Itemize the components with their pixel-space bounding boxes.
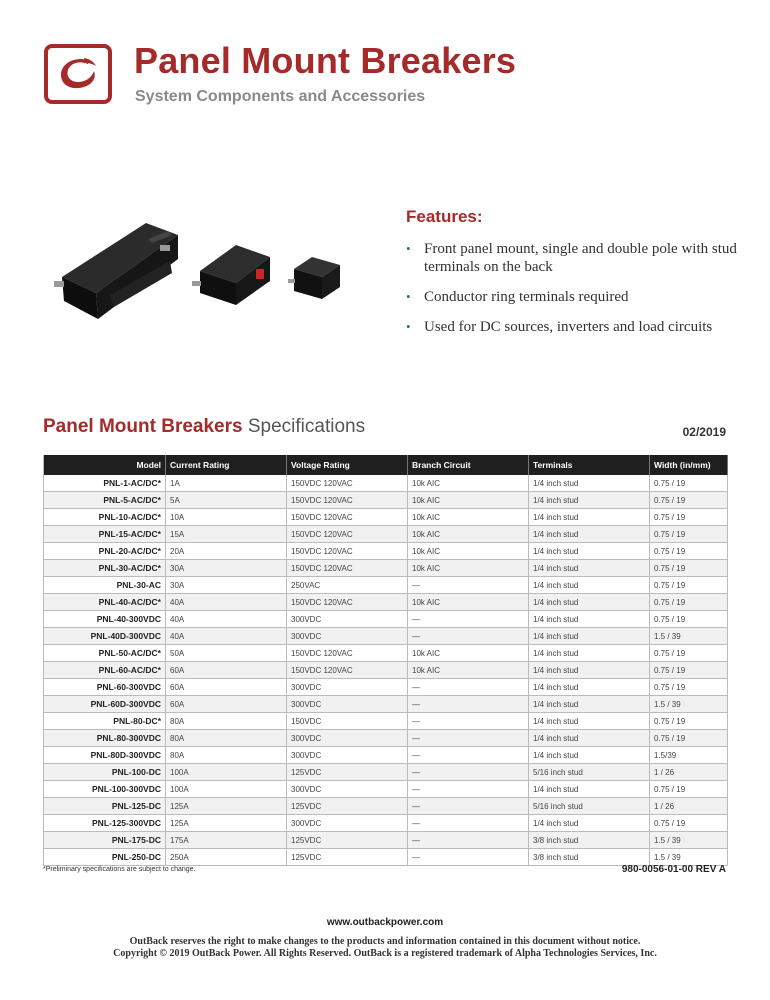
table-cell: 10A (166, 509, 287, 526)
table-row (44, 849, 728, 866)
table-cell: 0.75 / 19 (650, 594, 728, 611)
table-cell: — (408, 815, 529, 832)
table-cell: 1/4 inch stud (529, 645, 650, 662)
table-row (44, 543, 728, 560)
table-cell: PNL-50-AC/DC* (44, 645, 166, 662)
table-cell: 100A (166, 781, 287, 798)
table-cell: 1/4 inch stud (529, 781, 650, 798)
table-cell: 80A (166, 747, 287, 764)
feature-item: • Front panel mount, single and double pole with stud terminals on the back (406, 241, 737, 275)
table-cell: 300VDC (287, 747, 408, 764)
table-cell: PNL-60-300VDC (44, 679, 166, 696)
table-cell: — (408, 611, 529, 628)
table-cell: PNL-125-DC (44, 798, 166, 815)
table-cell: 1/4 inch stud (529, 577, 650, 594)
table-cell: 1.5 / 39 (650, 832, 728, 849)
table-cell: PNL-80-300VDC (44, 730, 166, 747)
table-cell: 80A (166, 713, 287, 730)
table-cell: PNL-100-DC (44, 764, 166, 781)
table-cell: 10k AIC (408, 543, 529, 560)
table-cell: 300VDC (287, 730, 408, 747)
table-cell: 0.75 / 19 (650, 679, 728, 696)
table-cell: 125VDC (287, 832, 408, 849)
table-cell: 1 / 26 (650, 798, 728, 815)
table-cell: 1.5 / 39 (650, 696, 728, 713)
table-cell: PNL-20-AC/DC* (44, 543, 166, 560)
table-row (44, 526, 728, 543)
table-cell: — (408, 713, 529, 730)
bullet-icon: • (406, 289, 411, 304)
table-row (44, 509, 728, 526)
table-cell: PNL-80-DC* (44, 713, 166, 730)
double-pole-breaker-image (54, 223, 178, 319)
table-cell: — (408, 747, 529, 764)
table-cell: — (408, 832, 529, 849)
table-cell: 0.75 / 19 (650, 560, 728, 577)
table-row (44, 611, 728, 628)
table-cell: PNL-30-AC (44, 577, 166, 594)
feature-item: • Used for DC sources, inverters and load circuits (406, 319, 713, 335)
table-cell: 1/4 inch stud (529, 815, 650, 832)
features-heading: Features: (406, 207, 483, 226)
table-cell: 125VDC (287, 798, 408, 815)
table-cell: 1/4 inch stud (529, 730, 650, 747)
table-cell: 10k AIC (408, 560, 529, 577)
col-header-current: Current Rating (166, 455, 287, 475)
table-cell: 125A (166, 815, 287, 832)
table-cell: 3/8 inch stud (529, 849, 650, 866)
table-cell: 5/16 inch stud (529, 798, 650, 815)
table-cell: 1/4 inch stud (529, 594, 650, 611)
small-breaker-image (288, 257, 340, 299)
table-cell: 0.75 / 19 (650, 475, 728, 492)
page-title: Panel Mount Breakers (134, 40, 517, 81)
table-cell: 20A (166, 543, 287, 560)
col-header-terminals: Terminals (529, 455, 650, 475)
table-cell: 1.5 / 39 (650, 849, 728, 866)
col-header-width: Width (in/mm) (650, 455, 728, 475)
table-cell: 150VDC 120VAC (287, 526, 408, 543)
table-cell: 0.75 / 19 (650, 730, 728, 747)
table-cell: 250VAC (287, 577, 408, 594)
table-cell: 10k AIC (408, 475, 529, 492)
table-cell: 50A (166, 645, 287, 662)
table-cell: 1/4 inch stud (529, 628, 650, 645)
table-cell: 150VDC (287, 713, 408, 730)
table-cell: PNL-60-AC/DC* (44, 662, 166, 679)
table-cell: 0.75 / 19 (650, 526, 728, 543)
table-cell: 40A (166, 594, 287, 611)
table-cell: PNL-40-300VDC (44, 611, 166, 628)
col-header-model: Model (44, 455, 166, 475)
table-cell: 10k AIC (408, 645, 529, 662)
table-row (44, 560, 728, 577)
table-cell: — (408, 628, 529, 645)
table-cell: 1A (166, 475, 287, 492)
table-cell: 30A (166, 560, 287, 577)
table-cell: 1/4 inch stud (529, 611, 650, 628)
table-cell: 10k AIC (408, 492, 529, 509)
table-row (44, 781, 728, 798)
outback-logo-icon (44, 44, 112, 104)
page-subtitle: System Components and Accessories (135, 88, 426, 105)
table-cell: 1/4 inch stud (529, 475, 650, 492)
table-cell: 150VDC 120VAC (287, 509, 408, 526)
col-header-voltage: Voltage Rating (287, 455, 408, 475)
table-cell: 0.75 / 19 (650, 492, 728, 509)
table-cell: 0.75 / 19 (650, 713, 728, 730)
legal-line-1: OutBack reserves the right to make changes to the products and information contained in this document without notice. (129, 936, 641, 947)
table-cell: 10k AIC (408, 662, 529, 679)
table-row (44, 764, 728, 781)
table-cell: 150VDC 120VAC (287, 594, 408, 611)
table-row (44, 475, 728, 492)
table-cell: 1/4 inch stud (529, 696, 650, 713)
table-cell: PNL-1-AC/DC* (44, 475, 166, 492)
table-row (44, 747, 728, 764)
table-cell: 300VDC (287, 696, 408, 713)
table-cell: 15A (166, 526, 287, 543)
table-cell: 1/4 inch stud (529, 679, 650, 696)
table-cell: 0.75 / 19 (650, 543, 728, 560)
table-row (44, 798, 728, 815)
table-cell: 5A (166, 492, 287, 509)
table-cell: 125A (166, 798, 287, 815)
table-cell: — (408, 679, 529, 696)
document-number: 980-0056-01-00 REV A (621, 864, 726, 875)
table-cell: PNL-175-DC (44, 832, 166, 849)
legal-line-2: Copyright © 2019 OutBack Power. All Rights Reserved. OutBack is a registered trademark of Alpha Technologies Services, Inc. (113, 948, 657, 959)
table-cell: PNL-80D-300VDC (44, 747, 166, 764)
table-cell: PNL-125-300VDC (44, 815, 166, 832)
table-cell: PNL-60D-300VDC (44, 696, 166, 713)
table-cell: 0.75 / 19 (650, 662, 728, 679)
table-cell: 1/4 inch stud (529, 560, 650, 577)
table-cell: 1/4 inch stud (529, 662, 650, 679)
table-cell: PNL-100-300VDC (44, 781, 166, 798)
table-row (44, 832, 728, 849)
table-cell: 150VDC 120VAC (287, 645, 408, 662)
feature-item: • Conductor ring terminals required (406, 289, 629, 305)
table-row (44, 645, 728, 662)
table-cell: 10k AIC (408, 594, 529, 611)
table-cell: 175A (166, 832, 287, 849)
table-cell: 300VDC (287, 781, 408, 798)
table-cell: 1/4 inch stud (529, 713, 650, 730)
table-cell: 40A (166, 628, 287, 645)
table-cell: 40A (166, 611, 287, 628)
table-cell: 150VDC 120VAC (287, 662, 408, 679)
table-row (44, 730, 728, 747)
table-cell: 80A (166, 730, 287, 747)
table-cell: 125VDC (287, 849, 408, 866)
features-list (406, 240, 746, 348)
footer-legal (0, 936, 770, 960)
table-cell: 1/4 inch stud (529, 526, 650, 543)
table-row (44, 679, 728, 696)
table-row (44, 713, 728, 730)
table-cell: 3/8 inch stud (529, 832, 650, 849)
bullet-icon: • (406, 241, 411, 256)
spec-table-body (44, 475, 728, 866)
footnote: *Preliminary specifications are subject to change. (43, 866, 196, 873)
table-cell: PNL-40-AC/DC* (44, 594, 166, 611)
table-cell: — (408, 764, 529, 781)
table-cell: 150VDC 120VAC (287, 543, 408, 560)
table-row (44, 662, 728, 679)
table-cell: 300VDC (287, 815, 408, 832)
table-row (44, 577, 728, 594)
table-cell: PNL-10-AC/DC* (44, 509, 166, 526)
table-cell: — (408, 730, 529, 747)
table-row (44, 492, 728, 509)
table-cell: 300VDC (287, 628, 408, 645)
table-cell: 100A (166, 764, 287, 781)
table-row (44, 696, 728, 713)
table-cell: — (408, 781, 529, 798)
table-cell: 0.75 / 19 (650, 577, 728, 594)
single-pole-breaker-image (192, 245, 270, 305)
spec-heading: Panel Mount Breakers Specifications (43, 416, 366, 437)
table-row (44, 628, 728, 645)
table-cell: 1.5 / 39 (650, 628, 728, 645)
spec-table (43, 455, 728, 866)
table-cell: 0.75 / 19 (650, 645, 728, 662)
table-cell: 250A (166, 849, 287, 866)
table-cell: 60A (166, 662, 287, 679)
table-cell: 30A (166, 577, 287, 594)
table-cell: 1/4 inch stud (529, 543, 650, 560)
col-header-branch: Branch Circuit (408, 455, 529, 475)
table-cell: 0.75 / 19 (650, 781, 728, 798)
table-cell: 0.75 / 19 (650, 815, 728, 832)
table-cell: — (408, 696, 529, 713)
table-cell: 150VDC 120VAC (287, 560, 408, 577)
spec-date: 02/2019 (682, 425, 726, 439)
breaker-product-image (50, 215, 350, 325)
table-cell: PNL-30-AC/DC* (44, 560, 166, 577)
bullet-icon: • (406, 319, 411, 334)
table-cell: 125VDC (287, 764, 408, 781)
table-cell: 0.75 / 19 (650, 611, 728, 628)
table-cell: 1/4 inch stud (529, 492, 650, 509)
table-cell: 60A (166, 696, 287, 713)
table-cell: PNL-15-AC/DC* (44, 526, 166, 543)
table-cell: 300VDC (287, 679, 408, 696)
table-cell: 1/4 inch stud (529, 747, 650, 764)
table-cell: 150VDC 120VAC (287, 492, 408, 509)
table-cell: PNL-5-AC/DC* (44, 492, 166, 509)
table-cell: 10k AIC (408, 526, 529, 543)
table-cell: — (408, 798, 529, 815)
table-cell: 5/16 inch stud (529, 764, 650, 781)
table-cell: 150VDC 120VAC (287, 475, 408, 492)
table-row (44, 594, 728, 611)
table-header-row (44, 455, 728, 475)
table-cell: PNL-40D-300VDC (44, 628, 166, 645)
table-cell: 1 / 26 (650, 764, 728, 781)
table-cell: 1/4 inch stud (529, 509, 650, 526)
table-cell: PNL-250-DC (44, 849, 166, 866)
table-row (44, 815, 728, 832)
table-cell: 10k AIC (408, 509, 529, 526)
table-cell: 1.5/39 (650, 747, 728, 764)
table-cell: — (408, 577, 529, 594)
table-cell: 60A (166, 679, 287, 696)
table-cell: 300VDC (287, 611, 408, 628)
footer-url[interactable]: www.outbackpower.com (326, 917, 444, 928)
table-cell: 0.75 / 19 (650, 509, 728, 526)
table-cell: — (408, 849, 529, 866)
